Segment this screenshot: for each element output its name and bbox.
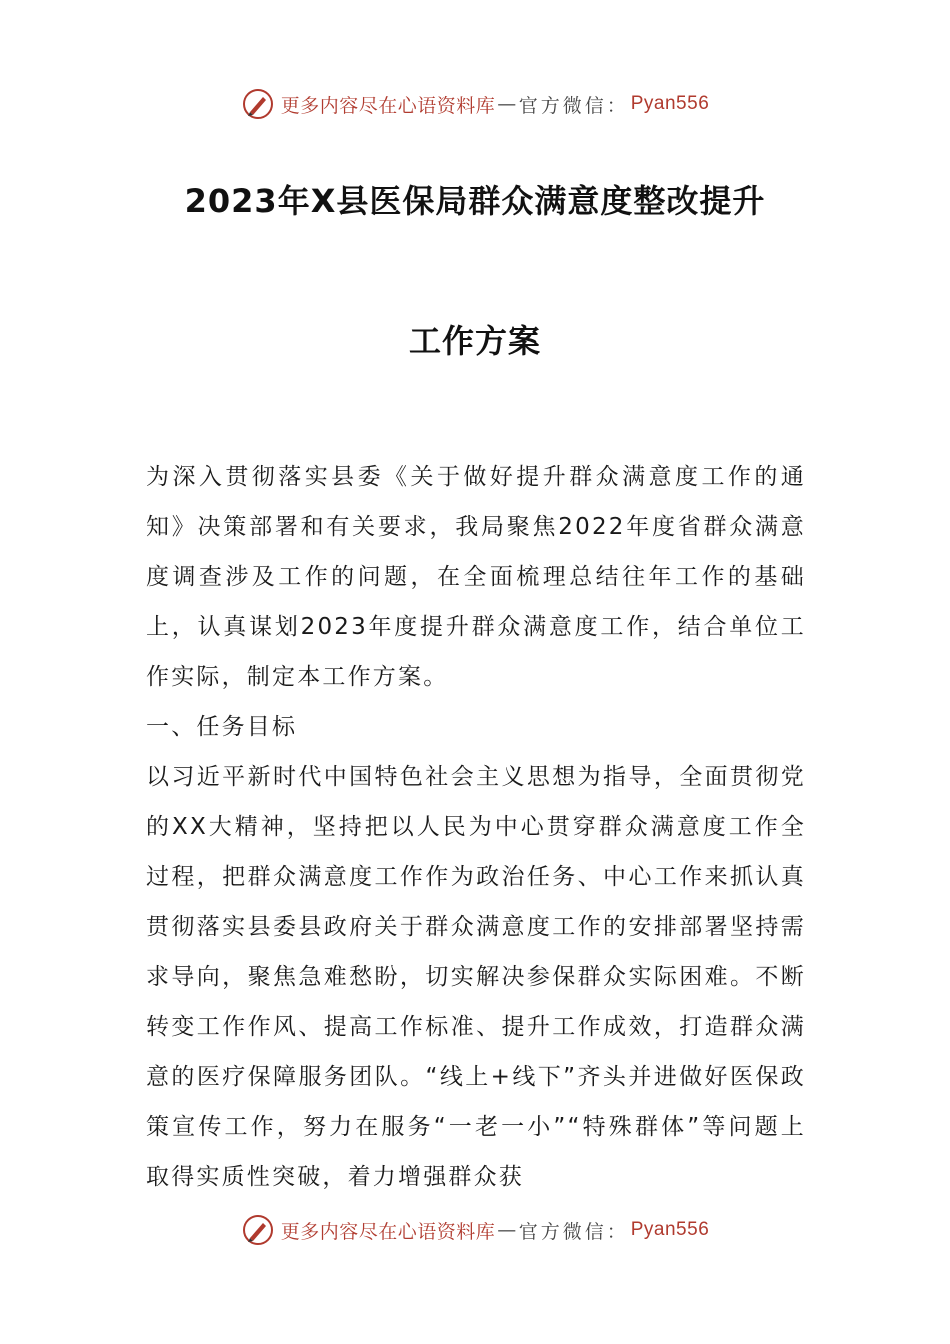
watermark-text: 更多内容尽在心语资料库 bbox=[280, 1220, 496, 1243]
document-title-line2: 工作方案 bbox=[408, 322, 541, 360]
pen-logo-icon bbox=[241, 1213, 275, 1247]
footer-watermark bbox=[0, 1210, 950, 1250]
document-body bbox=[146, 452, 806, 1202]
watermark-id: Pyan556 bbox=[630, 1219, 710, 1240]
section-heading-1: 一、任务目标 bbox=[146, 714, 298, 740]
paragraph-goals: 以习近平新时代中国特色社会主义思想为指导，全面贯彻党的XX大精神，坚持把以人民为中心贯穿群众满意度工作全过程，把群众满意度工作作为政治任务、中心工作来抓认真贯彻落实县委县政府关于群众满意度工作的安排部署坚持需求导向，聚焦急难愁盼，切实解决参保群众实际困难。不断转变工作作风、提高工作标准、提升工作成效，打造群众满意的医疗保障服务团队。“线上+线下”齐头并进做好医保政策宣传工作，努力在服务“一老一小”“特殊群体”等问题上取得实质性突破，着力增强群众获 bbox=[146, 764, 806, 1190]
watermark-text: 更多内容尽在心语资料库 bbox=[280, 94, 496, 117]
watermark-official: 官方微信： bbox=[518, 1220, 629, 1243]
watermark-dash: — bbox=[497, 1219, 517, 1241]
pen-logo-icon bbox=[241, 87, 275, 121]
document-title-line1: 2023年X县医保局群众满意度整改提升 bbox=[184, 182, 766, 220]
watermark-official: 官方微信： bbox=[518, 94, 629, 117]
paragraph-intro: 为深入贯彻落实县委《关于做好提升群众满意度工作的通知》决策部署和有关要求，我局聚焦2022年度省群众满意度调查涉及工作的问题，在全面梳理总结往年工作的基础上，认真谋划2023年度提升群众满意度工作，结合单位工作实际，制定本工作方案。 bbox=[146, 464, 806, 690]
header-watermark bbox=[0, 84, 950, 124]
watermark-id: Pyan556 bbox=[630, 93, 710, 114]
watermark-dash: — bbox=[497, 93, 517, 115]
